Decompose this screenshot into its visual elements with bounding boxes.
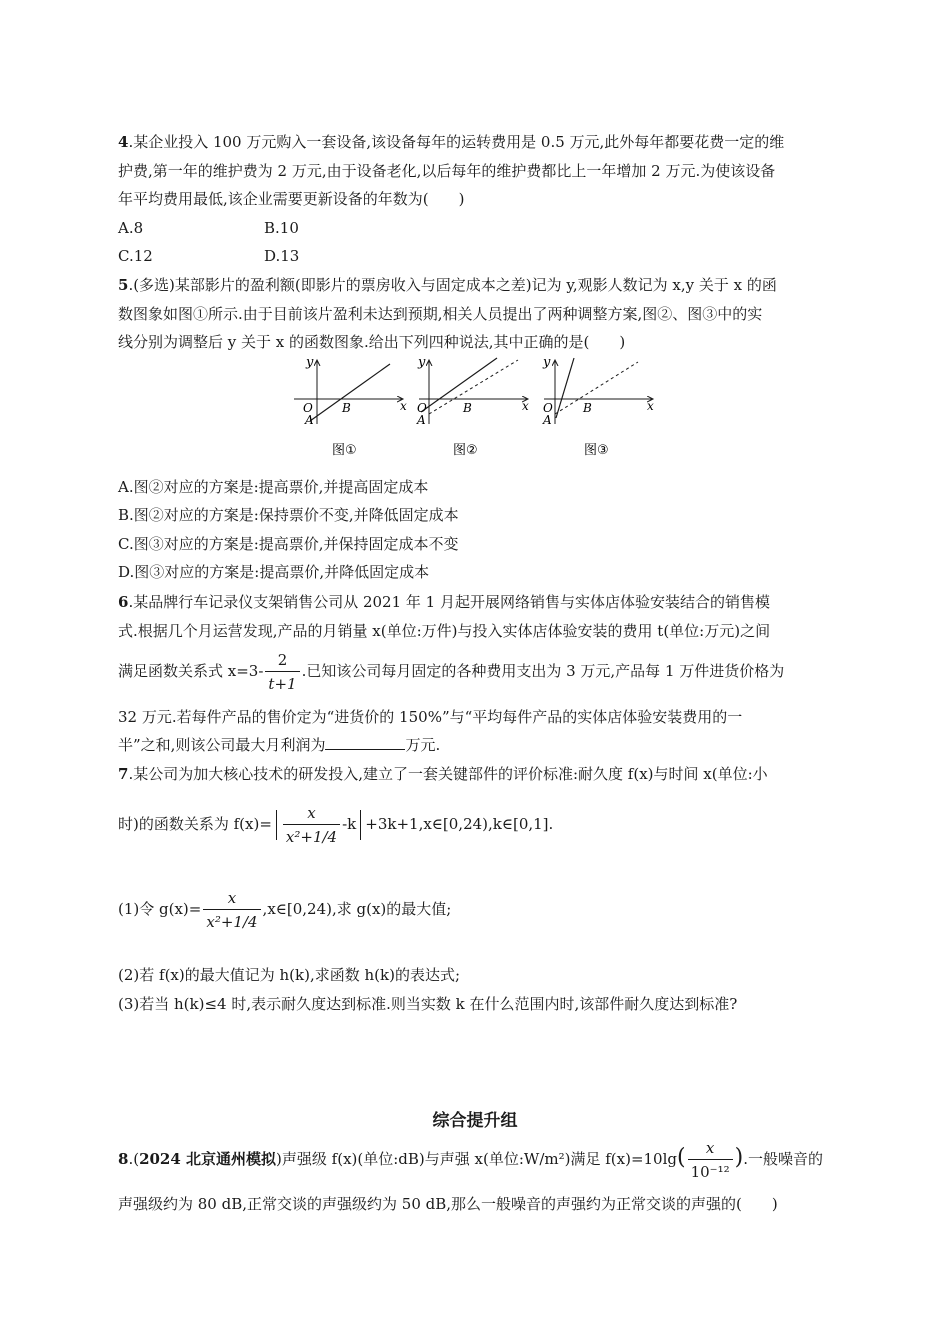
graph-1 xyxy=(294,355,407,458)
q8-fraction: $\frac{x}{\text{10⁻¹²}}$ xyxy=(688,1137,733,1184)
q4-option-d: D.13 xyxy=(264,247,300,265)
q7-abs-fraction: $\frac{x}{\text{x²+1/4}}$ xyxy=(283,802,340,849)
q4-number: 4 xyxy=(118,133,129,151)
q6-answer-blank[interactable] xyxy=(325,735,405,750)
q6-line-2: 式.根据几个月运营发现,产品的月销量 x(单位:万件)与投入实体店体验安装的费用 t(单位:万元)之间 xyxy=(118,622,771,640)
svg-text:O: O xyxy=(303,401,313,415)
q5-line-2: 数图象如图①所示.由于目前该片盈利未达到预期,相关人员提出了两种调整方案,图②、图③中的实 xyxy=(118,305,763,323)
q4-option-b: B.10 xyxy=(264,219,299,237)
q5-line-3: 线分别为调整后 y 关于 x 的函数图象.给出下列四种说法,其中正确的是( ) xyxy=(118,333,626,351)
svg-text:O: O xyxy=(543,401,553,415)
q6-number: 6 xyxy=(118,593,129,611)
q5-option-c: C.图③对应的方案是:提高票价,并保持固定成本不变 xyxy=(118,535,459,553)
svg-text:B: B xyxy=(342,401,351,415)
graph-1-caption: 图① xyxy=(332,443,357,458)
graph-3-caption: 图③ xyxy=(584,443,609,458)
q7-g-fraction: $\frac{x}{\text{x²+1/4}}$ xyxy=(203,887,260,934)
q8-line-1: 8.(2024 北京通州模拟)声强级 f(x)(单位:dB)与声强 x(单位:W/m²)满足 f(x)=10lg( $\frac{x}{\text{10⁻¹²}}$ ).一般噪音的 xyxy=(118,1134,823,1184)
svg-text:B: B xyxy=(583,401,592,415)
graph-2-solid-line xyxy=(421,358,497,412)
q5-option-a: A.图②对应的方案是:提高票价,并提高固定成本 xyxy=(118,478,429,496)
q7-number: 7 xyxy=(118,765,129,783)
q5-option-d: D.图③对应的方案是:提高票价,并降低固定成本 xyxy=(118,563,430,581)
svg-text:x: x xyxy=(647,399,654,413)
svg-text:x: x xyxy=(400,399,407,413)
graph-2 xyxy=(416,355,529,458)
graph-2-caption: 图② xyxy=(453,443,478,458)
q6-fraction: $\frac{2}{t+1}$ xyxy=(265,649,299,696)
q8-source: 2024 北京通州模拟 xyxy=(139,1150,277,1168)
svg-text:A: A xyxy=(417,413,426,427)
q7-part-3: (3)若当 h(k)≤4 时,表示耐久度达到标准.则当实数 k 在什么范围内时,该部件耐久度达到标准? xyxy=(118,995,738,1013)
q6-line-3: 满足函数关系式 x=3- $\frac{2}{t+1}$ .已知该公司每月固定的各种费用支出为 3 万元,产品每 1 万件进货价格为 xyxy=(118,647,784,696)
q8-number: 8 xyxy=(118,1150,129,1168)
svg-text:O: O xyxy=(417,401,427,415)
graph-2-dashed-line xyxy=(429,360,518,414)
q4-option-c: C.12 xyxy=(118,247,153,265)
q6-line-5: 半”之和,则该公司最大月利润为 万元. xyxy=(118,736,441,754)
q5-option-b: B.图②对应的方案是:保持票价不变,并降低固定成本 xyxy=(118,506,459,524)
q4-line-3: 年平均费用最低,该企业需要更新设备的年数为( ) xyxy=(118,190,465,208)
graph-3-solid-line xyxy=(556,358,574,418)
q5-number: 5 xyxy=(118,276,129,294)
q7-line-1: 7.某公司为加大核心技术的研发投入,建立了一套关键部件的评价标准:耐久度 f(x)与时间 x(单位:小 xyxy=(118,765,768,783)
q4-option-a: A.8 xyxy=(118,219,144,237)
svg-text:A: A xyxy=(543,413,552,427)
q6-line-4: 32 万元.若每件产品的售价定为“进货价的 150%”与“平均每件产品的实体店体验安装费用的一 xyxy=(118,708,743,726)
q4-line-2: 护费,第一年的维护费为 2 万元,由于设备老化,以后每年的维护费都比上一年增加 2 万元.为使该设备 xyxy=(118,162,776,180)
graph-3-dashed-line xyxy=(555,362,638,414)
q5-line-1: 5.(多选)某部影片的盈利额(即影片的票房收入与固定成本之差)记为 y,观影人数记为 x,y 关于 x 的函 xyxy=(118,276,777,294)
q7-part-2: (2)若 f(x)的最大值记为 h(k),求函数 h(k)的表达式; xyxy=(118,966,460,984)
q8-line-2: 声强级约为 80 dB,正常交谈的声强级约为 50 dB,那么一般噪音的声强约为正常交谈的声强的( ) xyxy=(118,1195,778,1213)
q7-part-1: (1)令 g(x)= $\frac{x}{\text{x²+1/4}}$ ,x∈[0,24),求 g(x)的最大值; xyxy=(118,876,451,942)
section-title: 综合提升组 xyxy=(432,1111,518,1131)
abs-bar-left xyxy=(276,810,277,840)
svg-text:B: B xyxy=(463,401,472,415)
q5-graphs-figure xyxy=(290,352,670,467)
svg-text:A: A xyxy=(305,413,314,427)
svg-text:y: y xyxy=(543,355,551,370)
abs-bar-right xyxy=(360,810,361,840)
svg-text:x: x xyxy=(522,399,529,413)
svg-text:y: y xyxy=(306,355,314,370)
q4-line-1: 4.某企业投入 100 万元购入一套设备,该设备每年的运转费用是 0.5 万元,此外每年都要花费一定的维 xyxy=(118,133,785,151)
q7-line-2: 时)的函数关系为 f(x)= $\frac{x}{\text{x²+1/4}}$ -k +3k+1,x∈[0,24),k∈[0,1]. xyxy=(118,790,553,858)
q6-line-1: 6.某品牌行车记录仪支架销售公司从 2021 年 1 月起开展网络销售与实体店体验安装结合的销售模 xyxy=(118,593,770,611)
svg-text:y: y xyxy=(418,355,426,370)
graph-3 xyxy=(542,355,654,458)
